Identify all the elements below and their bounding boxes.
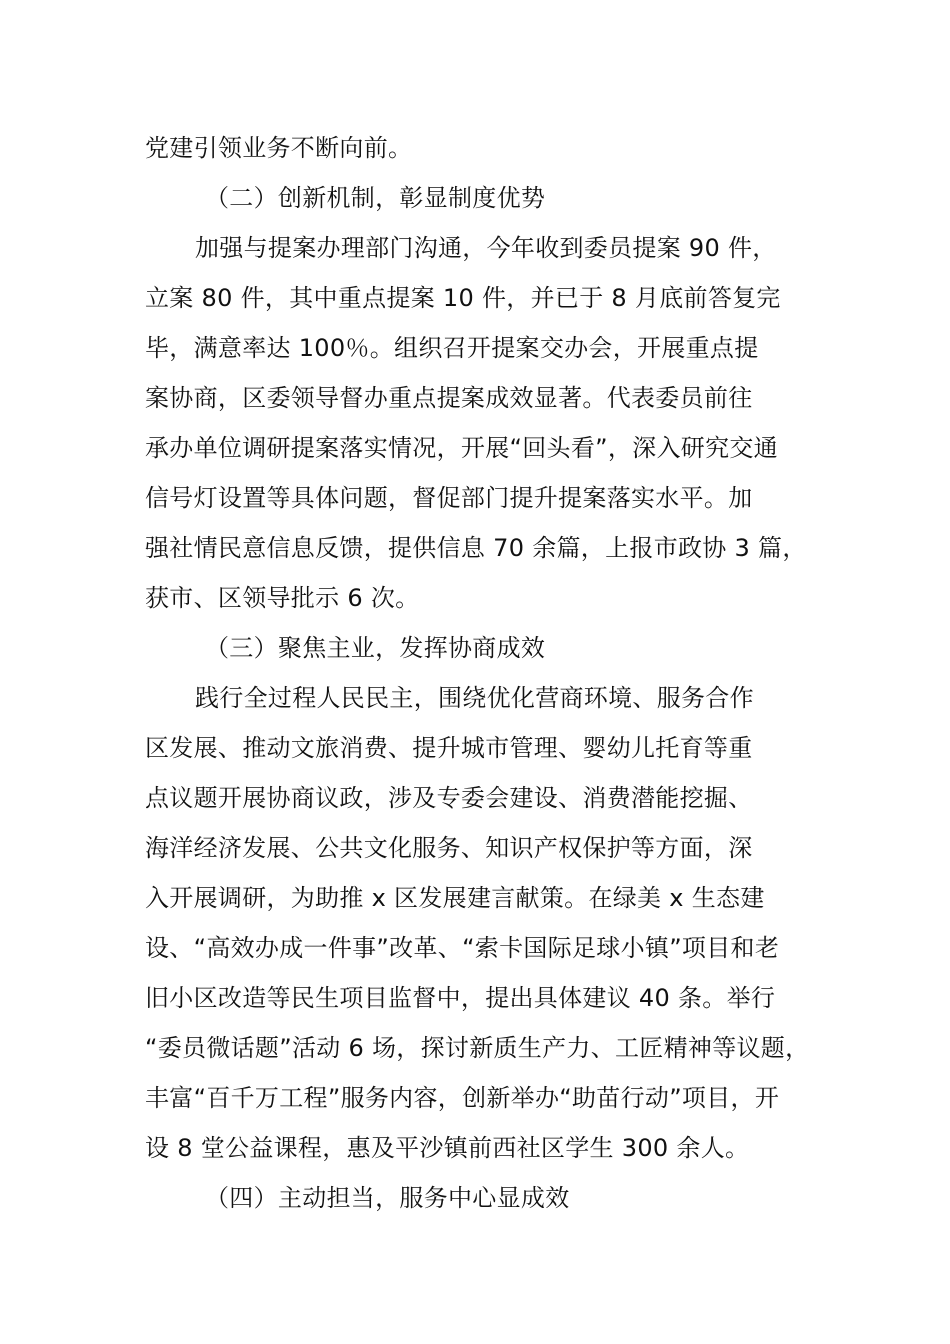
paragraph-line: 案协商，区委领导督办重点提案成效显著。代表委员前往: [145, 384, 753, 412]
paragraph-line: 设 8 堂公益课程，惠及平沙镇前西社区学生 300 余人。: [145, 1134, 750, 1162]
section-heading: （四）主动担当，服务中心显成效: [205, 1184, 570, 1212]
paragraph-line: “委员微话题”活动 6 场，探讨新质生产力、工匠精神等议题，: [145, 1034, 810, 1062]
paragraph-line: 设、“高效办成一件事”改革、“索卡国际足球小镇”项目和老: [145, 934, 780, 962]
section-heading: （二）创新机制，彰显制度优势: [205, 184, 546, 212]
paragraph-line: 获市、区领导批示 6 次。: [145, 584, 420, 612]
paragraph-line: 加强与提案办理部门沟通，今年收到委员提案 90 件，: [195, 234, 777, 262]
paragraph-line: 承办单位调研提案落实情况，开展“回头看”，深入研究交通: [145, 434, 778, 462]
paragraph-line: 践行全过程人民民主，围绕优化营商环境、服务合作: [195, 684, 754, 712]
paragraph-line: 入开展调研，为助推 x 区发展建言献策。在绿美 x 生态建: [145, 884, 765, 912]
paragraph-line: 信号灯设置等具体问题，督促部门提升提案落实水平。加: [145, 484, 753, 512]
paragraph-line: 点议题开展协商议政，涉及专委会建设、消费潜能挖掘、: [145, 784, 753, 812]
paragraph-line: 旧小区改造等民生项目监督中，提出具体建议 40 条。举行: [145, 984, 776, 1012]
paragraph-line: 党建引领业务不断向前。: [145, 134, 413, 162]
section-heading: （三）聚焦主业，发挥协商成效: [205, 634, 546, 662]
paragraph-line: 区发展、推动文旅消费、提升城市管理、婴幼儿托育等重: [145, 734, 753, 762]
paragraph-line: 丰富“百千万工程”服务内容，创新举办“助苗行动”项目，开: [145, 1084, 780, 1112]
paragraph-line: 立案 80 件，其中重点提案 10 件，并已于 8 月底前答复完: [145, 284, 781, 312]
paragraph-line: 毕，满意率达 100％。组织召开提案交办会，开展重点提: [145, 334, 759, 362]
paragraph-line: 强社情民意信息反馈，提供信息 70 余篇，上报市政协 3 篇，: [145, 534, 807, 562]
paragraph-line: 海洋经济发展、公共文化服务、知识产权保护等方面，深: [145, 834, 753, 862]
